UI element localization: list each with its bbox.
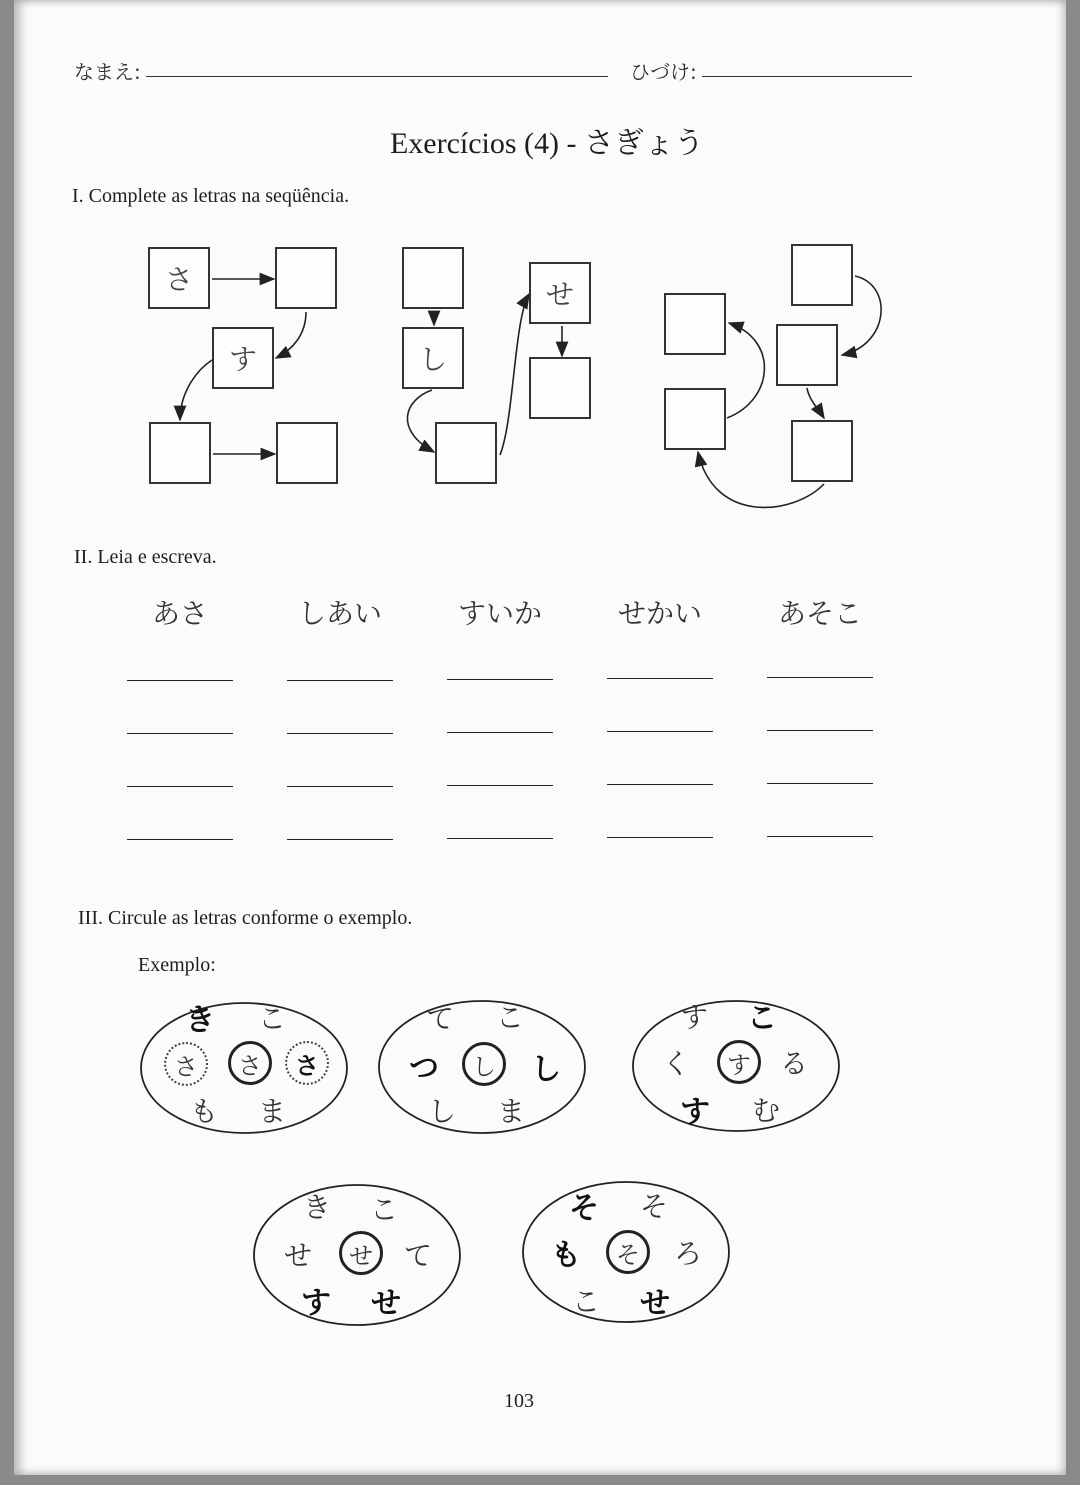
section3-heading: III. Circule as letras conforme o exemplo. (78, 907, 413, 929)
kana-char[interactable]: そ (639, 1190, 668, 1223)
section1-heading: I. Complete as letras na seqüência. (72, 185, 350, 207)
kana-char[interactable]: す (679, 1001, 708, 1034)
kana-char[interactable]: す (680, 1095, 710, 1130)
kana-char-circled: し (462, 1042, 506, 1086)
kana-char[interactable]: も (551, 1238, 581, 1273)
kana-char[interactable]: こ (571, 1285, 600, 1318)
kana-char[interactable]: こ (747, 1001, 777, 1036)
kana-char[interactable]: す (301, 1286, 331, 1321)
kana-char: こ (495, 1001, 524, 1034)
kana-char[interactable]: そ (569, 1191, 599, 1226)
kana-char-dotted: さ (285, 1041, 329, 1085)
kana-char[interactable]: る (779, 1047, 808, 1080)
sequence-box[interactable]: し (402, 327, 464, 389)
reading-word: すいか (457, 597, 542, 630)
example-label: Exemplo: (138, 954, 216, 976)
kana-char[interactable]: せ (283, 1239, 312, 1272)
reading-word: せかい (617, 597, 702, 630)
kana-char[interactable]: せ (371, 1286, 401, 1321)
kana-char: も (189, 1095, 218, 1128)
page-title: Exercícios (4) - さぎょう (389, 127, 705, 160)
kana-char: き (185, 1003, 215, 1038)
kana-char[interactable]: し (427, 1095, 456, 1128)
sequence-box[interactable]: せ (529, 262, 591, 324)
name-label: なまえ: (74, 60, 141, 84)
page-number: 103 (504, 1390, 534, 1412)
sequence-box[interactable]: す (212, 327, 274, 389)
kana-char[interactable]: ろ (673, 1237, 702, 1270)
circle-ovals (14, 0, 1066, 1475)
kana-char: て (425, 1002, 454, 1035)
sequence-box[interactable]: さ (148, 247, 210, 309)
date-label: ひづけ: (630, 60, 697, 84)
kana-char-circled: さ (228, 1041, 272, 1085)
worksheet-page (14, 0, 1066, 1475)
kana-char[interactable]: こ (369, 1193, 398, 1226)
kana-char-circled: そ (606, 1230, 650, 1274)
kana-char[interactable]: し (531, 1052, 561, 1087)
kana-char-circled: せ (339, 1231, 383, 1275)
kana-char: ま (257, 1095, 286, 1128)
kana-char-dotted: さ (164, 1042, 208, 1086)
kana-char-circled: す (717, 1040, 761, 1084)
kana-char[interactable]: つ (409, 1051, 439, 1086)
kana-char: こ (257, 1002, 286, 1035)
reading-word: しあい (297, 597, 382, 630)
kana-char[interactable]: ま (496, 1095, 525, 1128)
kana-char[interactable]: せ (640, 1286, 670, 1321)
section2-heading: II. Leia e escreva. (74, 546, 217, 568)
kana-char[interactable]: む (751, 1094, 780, 1127)
reading-word: あそこ (777, 597, 862, 630)
kana-char[interactable]: き (302, 1191, 331, 1224)
reading-word: あさ (151, 597, 208, 630)
kana-char[interactable]: く (661, 1047, 690, 1080)
kana-char[interactable]: て (403, 1239, 432, 1272)
